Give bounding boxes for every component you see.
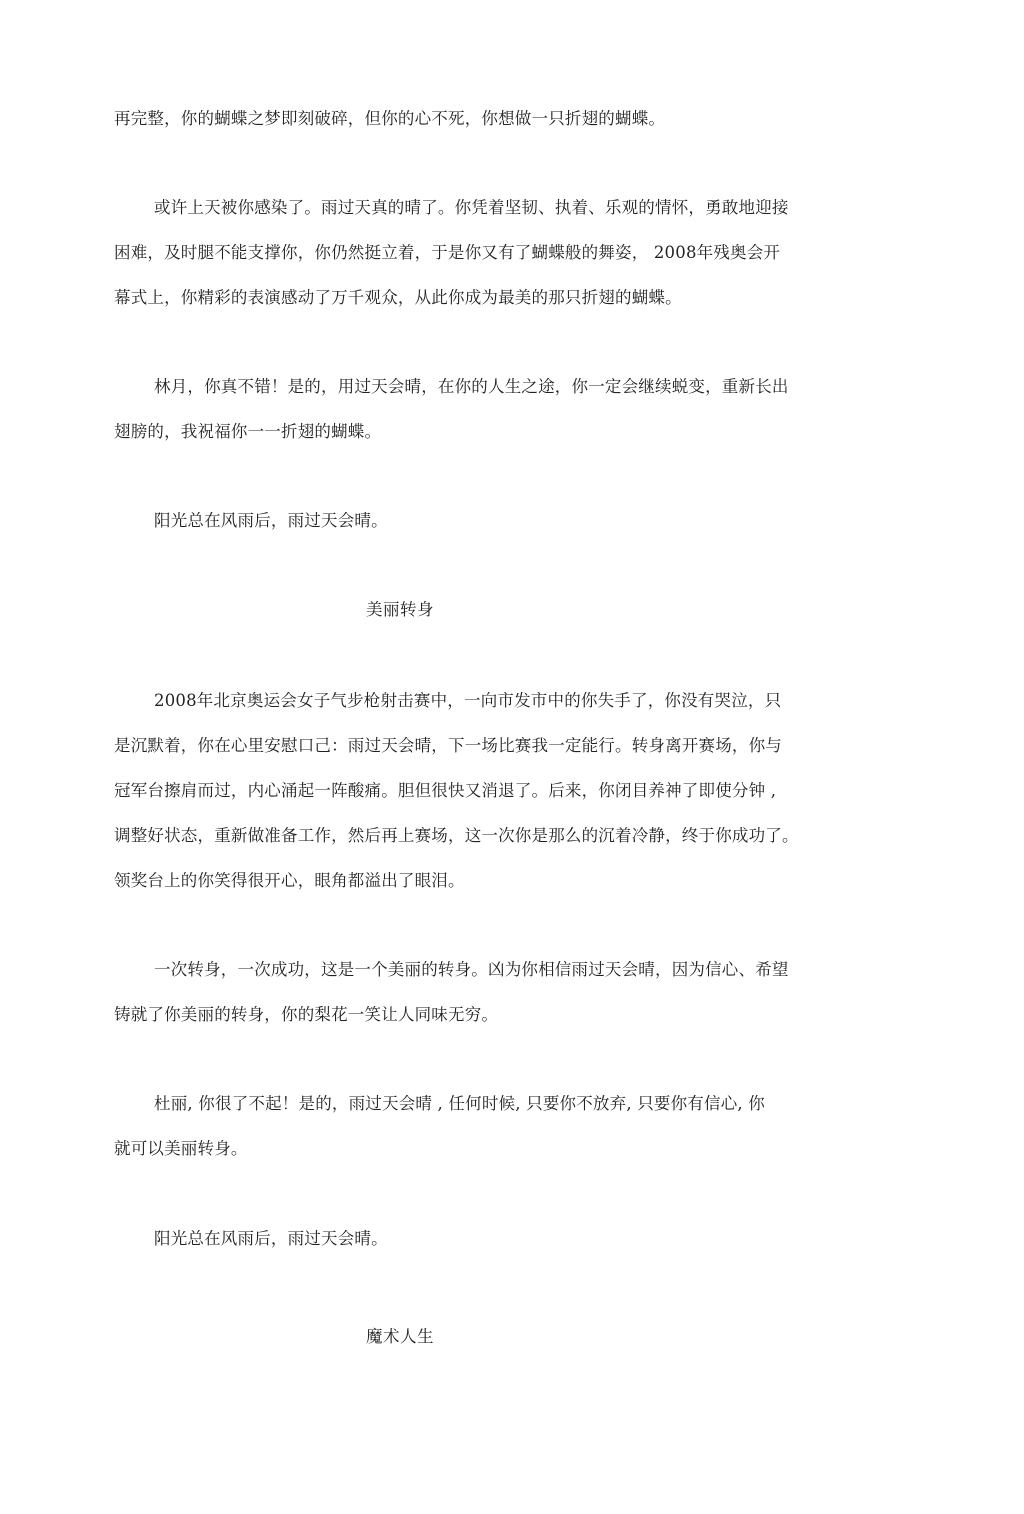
section-title-beautiful-turn: 美丽转身	[366, 600, 434, 619]
paragraph-8-line-2: 就可以美丽转身。	[114, 1139, 248, 1158]
paragraph-8-line-1: 杜丽, 你很了不起！是的，雨过天会晴 , 任何时候, 只要你不放弃, 只要你有信心, 你	[154, 1094, 765, 1113]
paragraph-6-line-2: 是沉默着，你在心里安慰口己：雨过天会晴，下一场比赛我一定能行。转身离开赛场，你与	[114, 736, 782, 755]
paragraph-9-line-1: 阳光总在风雨后，雨过天会晴。	[154, 1229, 388, 1248]
paragraph-6-line-4: 调整好状态，重新做准备工作，然后再上赛场，这一次你是那么的沉着冷静，终于你成功了。	[114, 826, 799, 845]
paragraph-3-line-2: 翅膀的，我祝福你一一折翅的蝴蝶。	[114, 422, 382, 441]
section-title-magic-life: 魔术人生	[366, 1327, 434, 1346]
paragraph-6-line-3: 冠军台擦肩而过，内心涌起一阵酸痛。胆但很快又消退了。后来，你闭目养神了即使分钟 ,	[114, 781, 777, 800]
paragraph-7-line-1: 一次转身，一次成功，这是一个美丽的转身。凶为你相信雨过天会晴，因为信心、希望	[154, 960, 789, 979]
paragraph-6-line-5: 领奖台上的你笑得很开心，眼角都溢出了眼泪。	[114, 871, 465, 890]
paragraph-2-line-3: 幕式上，你精彩的表演感动了万千观众，从此你成为最美的那只折翅的蝴蝶。	[114, 288, 682, 307]
paragraph-2-line-1: 或许上天被你感染了。雨过天真的晴了。你凭着坚韧、执着、乐观的情怀，勇敢地迎接	[154, 198, 789, 217]
paragraph-4-line-1: 阳光总在风雨后，雨过天会晴。	[154, 511, 388, 530]
paragraph-1-line-1: 再完整，你的蝴蝶之梦即刻破碎，但你的心不死，你想做一只折翅的蝴蝶。	[114, 109, 666, 128]
paragraph-6-line-1: 2008年北京奥运会女子气步枪射击赛中，一向市发市中的你失手了，你没有哭泣，只	[154, 691, 782, 710]
paragraph-3-line-1: 林月，你真不错！是的，用过天会晴，在你的人生之途，你一定会继续蜕变，重新长出	[154, 377, 789, 396]
paragraph-7-line-2: 铸就了你美丽的转身，你的梨花一笑让人同味无穷。	[114, 1005, 499, 1024]
paragraph-2-line-2: 困难，及时腿不能支撑你，你仍然挺立着，于是你又有了蝴蝶般的舞姿， 2008年残奥会开	[114, 243, 781, 262]
